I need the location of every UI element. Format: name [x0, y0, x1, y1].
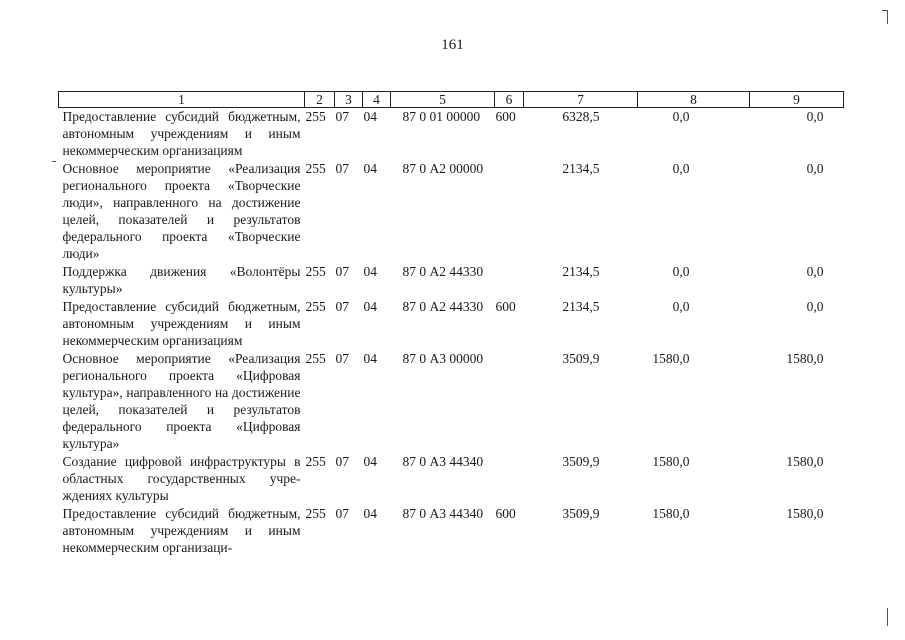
col-3-cell: 07: [335, 351, 349, 366]
col-2-cell: 255: [305, 506, 326, 521]
row-name-cell: Создание цифровой инфраструктуры в областных государственных учреждениях культуры: [62, 454, 301, 503]
table-row: [59, 453, 844, 505]
col-7-cell: 2134,5: [562, 299, 600, 314]
col-4-cell: 04: [363, 161, 377, 176]
col-8-cell: 1580,0: [652, 506, 690, 521]
col-7-cell: 3509,9: [562, 454, 600, 469]
table-body: [59, 108, 844, 558]
table-row: [59, 350, 844, 453]
table-row: [59, 263, 844, 298]
col-9-cell: 0,0: [806, 109, 824, 124]
page-number: 161: [441, 37, 464, 53]
row-name-cell: Предоставление субсидий бюджетным, автономным учреждениям и иным некоммерческим организаци-: [62, 506, 301, 555]
row-name-cell: Основное мероприятие «Реализация регионального проекта «Цифровая культура», направленного на достижение целей, показателей и результатов федерального проекта «Цифровая культура»: [62, 351, 301, 451]
table-row: [59, 505, 844, 557]
col-6-cell: [495, 350, 524, 453]
col-6-cell: 600: [495, 109, 516, 124]
col-4-cell: 04: [363, 454, 377, 469]
col-4-cell: 04: [363, 264, 377, 279]
col-8-cell: 0,0: [672, 264, 690, 279]
col-2-cell: 255: [305, 299, 326, 314]
header-col-6: 6: [495, 92, 524, 108]
col-8-cell: 0,0: [672, 109, 690, 124]
col-5-cell: 87 0 А2 44330: [402, 299, 484, 314]
header-col-5: 5: [391, 92, 495, 108]
col-2-cell: 255: [305, 109, 326, 124]
table-row: [59, 298, 844, 350]
col-6-cell: 600: [495, 506, 516, 521]
col-2-cell: 255: [305, 264, 326, 279]
col-8-cell: 1580,0: [652, 351, 690, 366]
header-col-3: 3: [335, 92, 363, 108]
col-5-cell: 87 0 01 00000: [402, 109, 481, 124]
col-4-cell: 04: [363, 506, 377, 521]
col-7-cell: 2134,5: [562, 161, 600, 176]
col-9-cell: 0,0: [806, 299, 824, 314]
col-5-cell: 87 0 А3 44340: [402, 506, 484, 521]
col-3-cell: 07: [335, 506, 349, 521]
col-7-cell: 2134,5: [562, 264, 600, 279]
col-9-cell: 1580,0: [786, 351, 824, 366]
col-7-cell: 3509,9: [562, 351, 600, 366]
col-9-cell: 0,0: [806, 264, 824, 279]
col-8-cell: 1580,0: [652, 454, 690, 469]
col-2-cell: 255: [305, 161, 326, 176]
col-9-cell: 1580,0: [786, 506, 824, 521]
col-2-cell: 255: [305, 454, 326, 469]
row-name-cell: Основное мероприятие «Реализация регионального проекта «Творческие люди», направленного на достижение целей, показателей и результатов федерального проекта «Творческие люди»: [62, 161, 301, 261]
scan-dot-left: [52, 161, 56, 162]
scan-mark-top-right: [887, 10, 888, 24]
col-5-cell: 87 0 А2 44330: [402, 264, 484, 279]
col-5-cell: 87 0 А2 00000: [402, 161, 484, 176]
col-5-cell: 87 0 А3 00000: [402, 351, 484, 366]
budget-table: [58, 91, 844, 557]
row-name-cell: Предоставление субсидий бюджетным, автономным учреждениям и иным некоммерческим организациям: [62, 109, 301, 158]
scan-mark-bottom-right: [887, 608, 888, 626]
header-col-2: 2: [305, 92, 335, 108]
col-2-cell: 255: [305, 351, 326, 366]
col-8-cell: 0,0: [672, 299, 690, 314]
header-col-1: 1: [59, 92, 305, 108]
header-col-7: 7: [524, 92, 638, 108]
col-3-cell: 07: [335, 454, 349, 469]
col-4-cell: 04: [363, 351, 377, 366]
scan-mark-top-right-tick: [882, 10, 888, 11]
table-header-row: [59, 92, 844, 108]
col-3-cell: 07: [335, 299, 349, 314]
table-row: [59, 108, 844, 161]
col-9-cell: 0,0: [806, 161, 824, 176]
col-4-cell: 04: [363, 109, 377, 124]
col-4-cell: 04: [363, 299, 377, 314]
col-3-cell: 07: [335, 264, 349, 279]
col-6-cell: 600: [495, 299, 516, 314]
col-3-cell: 07: [335, 109, 349, 124]
col-3-cell: 07: [335, 161, 349, 176]
col-7-cell: 6328,5: [562, 109, 600, 124]
col-6-cell: [495, 160, 524, 263]
col-5-cell: 87 0 А3 44340: [402, 454, 484, 469]
header-col-9: 9: [750, 92, 844, 108]
header-col-4: 4: [363, 92, 391, 108]
row-name-cell: Поддержка движения «Волонтёры культуры»: [62, 264, 301, 296]
row-name-cell: Предоставление субсидий бюджетным, автономным учреждениям и иным некоммерческим организациям: [62, 299, 301, 348]
col-9-cell: 1580,0: [786, 454, 824, 469]
header-col-8: 8: [638, 92, 750, 108]
table-row: [59, 160, 844, 263]
col-6-cell: [495, 263, 524, 298]
col-8-cell: 0,0: [672, 161, 690, 176]
col-7-cell: 3509,9: [562, 506, 600, 521]
col-6-cell: [495, 453, 524, 505]
